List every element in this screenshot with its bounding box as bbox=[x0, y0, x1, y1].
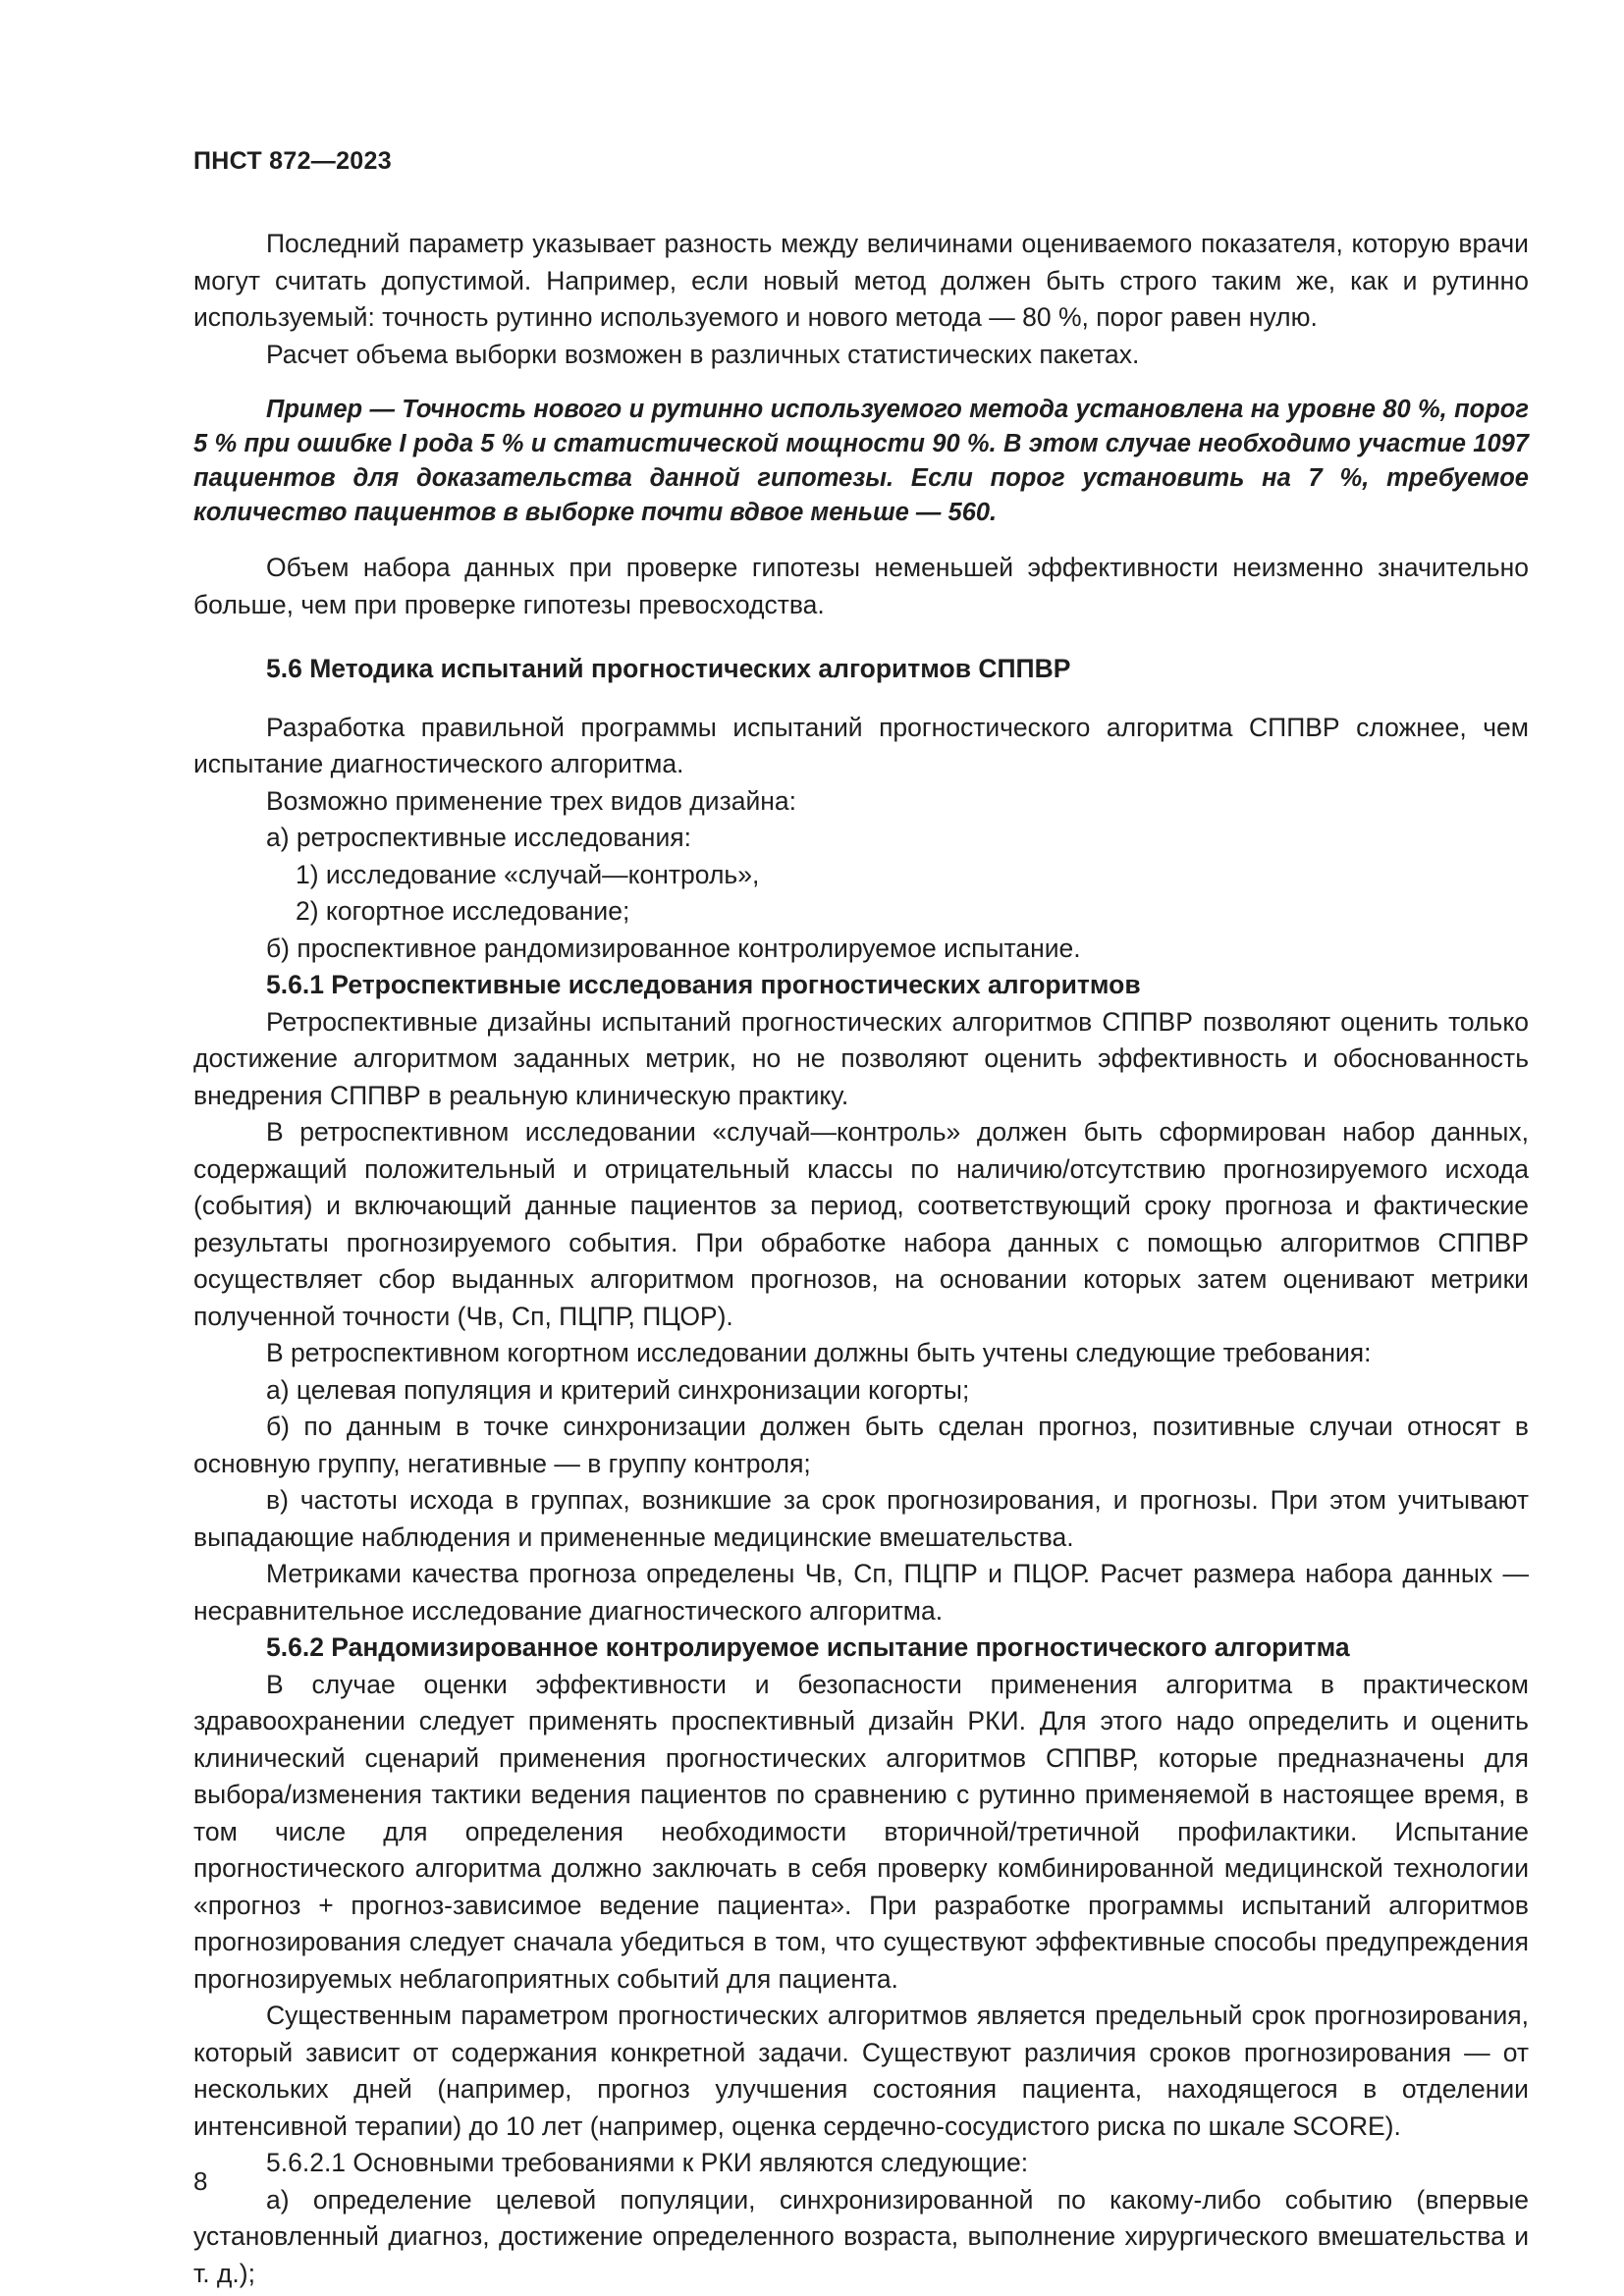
paragraph: В случае оценки эффективности и безопасности применения алгоритма в практическом здравоохранении следует применять проспективный дизайн РКИ. Для этого надо определить и оценить клинический сценарий применения прогностических алгоритмов СППВР, которые предназначены для выбора/изменения тактики ведения пациентов по сравнению с рутинно применяемой в настоящее время, в том числе для определения необходимости вторичной/третичной профилактики. Испытание прогностического алгоритма должно заключать в себя проверку комбинированной медицинской технологии «прогноз + прогноз-зависимое ведение пациента». При разработке программы испытаний алгоритмов прогнозирования следует сначала убедиться в том, что существуют эффективные способы предупреждения прогнозируемых неблагоприятных событий для пациента. bbox=[193, 1669, 1529, 1994]
list-item: а) определение целевой популяции, синхронизированной по какому-либо событию (впервые установленный диагноз, достижение определенного возраста, выполнение хирургического вмешательства и т. д.); bbox=[193, 2184, 1529, 2288]
list-item: а) целевая популяция и критерий синхронизации когорты; bbox=[266, 1374, 970, 1405]
paragraph: Метриками качества прогноза определены Чв, Сп, ПЦПР и ПЦОР. Расчет размера набора данных — несравнительное исследование диагностического алгоритма. bbox=[193, 1559, 1529, 1626]
list-item: б) по данным в точке синхронизации должен быть сделан прогноз, позитивные случаи относят в основную группу, негативные — в группу контроля; bbox=[193, 1412, 1529, 1478]
example-note: Пример — Точность нового и рутинно используемого метода установлена на уровне 80 %, порог 5 % при ошибке I рода 5 % и статистической мощности 90 %. В этом случае необходимо участие 1097 пациентов для доказательства данной гипотезы. Если порог установить на 7 %, требуемое количество пациентов в выборке почти вдвое меньше — 560. bbox=[193, 396, 1529, 526]
section-heading-5-6: 5.6 Методика испытаний прогностических алгоритмов СППВР bbox=[266, 654, 1071, 683]
list-item: б) проспективное рандомизированное контролируемое испытание. bbox=[266, 933, 1081, 963]
paragraph: 5.6.2.1 Основными требованиями к РКИ являются следующие: bbox=[266, 2148, 1029, 2177]
paragraph: Разработка правильной программы испытаний прогностического алгоритма СППВР сложнее, чем испытание диагностического алгоритма. bbox=[193, 712, 1529, 778]
section-heading-5-6-1: 5.6.1 Ретроспективные исследования прогностических алгоритмов bbox=[266, 970, 1141, 999]
paragraph: Расчет объема выборки возможен в различных статистических пакетах. bbox=[266, 339, 1140, 369]
page-body bbox=[193, 226, 1529, 2292]
list-item: в) частоты исхода в группах, возникшие за срок прогнозирования, и прогнозы. При этом учитывают выпадающие наблюдения и примененные медицинские вмешательства. bbox=[193, 1485, 1529, 1552]
paragraph: Возможно применение трех видов дизайна: bbox=[266, 785, 797, 816]
paragraph: В ретроспективном исследовании «случай—контроль» должен быть сформирован набор данных, содержащий положительный и отрицательный классы по наличию/отсутствию прогнозируемого исхода (события) и включающий данные пациентов за период, соответствующий сроку прогноза и фактические результаты прогнозируемого события. При обработке набора данных с помощью алгоритмов СППВР осуществляет сбор выданных алгоритмом прогнозов, на основании которых затем оценивают метрики полученной точности (Чв, Сп, ПЦПР, ПЦОР). bbox=[193, 1117, 1529, 1331]
paragraph: Последний параметр указывает разность между величинами оцениваемого показателя, которую врачи могут считать допустимой. Например, если новый метод должен быть строго таким же, как и рутинно используемый: точность рутинно используемого и нового метода — 80 %, порог равен нулю. bbox=[193, 229, 1529, 332]
page-number: 8 bbox=[193, 2166, 208, 2196]
paragraph: Ретроспективные дизайны испытаний прогностических алгоритмов СППВР позволяют оценить только достижение алгоритмом заданных метрик, но не позволяют оценить эффективность и обоснованность внедрения СППВР в реальную клиническую практику. bbox=[193, 1006, 1529, 1110]
paragraph: В ретроспективном когортном исследовании должны быть учтены следующие требования: bbox=[266, 1338, 1372, 1367]
list-item: 1) исследование «случай—контроль», bbox=[296, 859, 760, 889]
paragraph: Объем набора данных при проверке гипотезы неменьшей эффективности неизменно значительно больше, чем при проверке гипотезы превосходства. bbox=[193, 553, 1529, 619]
paragraph: Существенным параметром прогностических алгоритмов является предельный срок прогнозирования, который зависит от содержания конкретной задачи. Существуют различия сроков прогнозирования — от нескольких дней (например, прогноз улучшения состояния пациента, находящегося в отделении интенсивной терапии) до 10 лет (например, оценка сердечно-сосудистого риска по шкале SCORE). bbox=[193, 2001, 1529, 2141]
section-heading-5-6-2: 5.6.2 Рандомизированное контролируемое испытание прогностического алгоритма bbox=[266, 1632, 1350, 1662]
document-code: ПНСТ 872—2023 bbox=[193, 147, 392, 175]
list-item: а) ретроспективные исследования: bbox=[266, 823, 691, 852]
list-item: 2) когортное исследование; bbox=[296, 896, 630, 926]
